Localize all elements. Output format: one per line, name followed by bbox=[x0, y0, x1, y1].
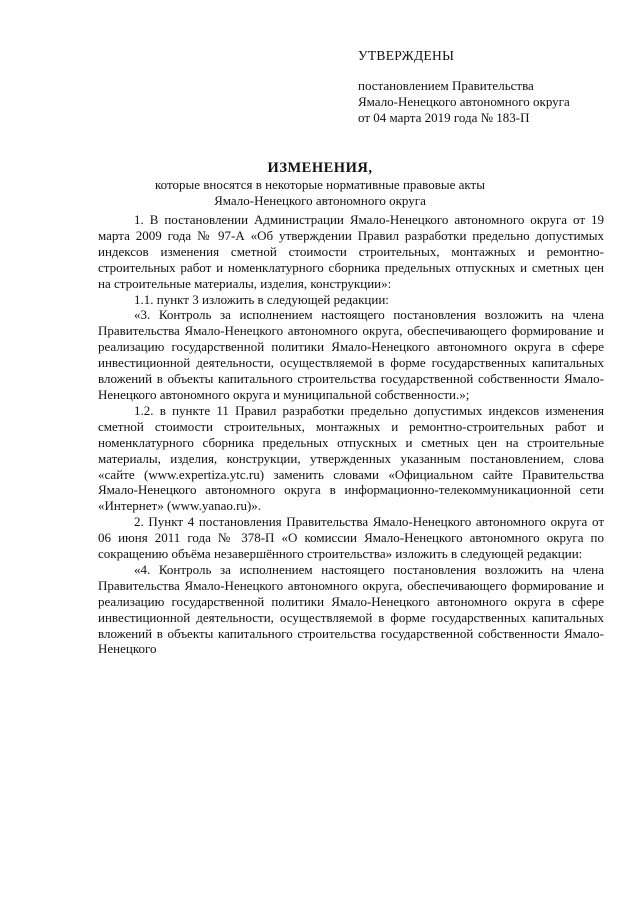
document-body bbox=[98, 212, 604, 657]
paragraph: 1.2. в пункте 11 Правил разработки предельно допустимых индексов изменения сметной стоимости строительных, монтажных и ремонтно-строительных работ и номенклатурного сборника предельных отпускных и сметных цен на строительные материалы, изделия, конструкции, утвержденных указанным постановлением, слова «сайте (www.expertiza.ytc.ru) заменить словами «Официальном сайте Правительства Ямало-Ненецкого автономного округа в информационно-телекоммуникационной сети «Интернет» (www.yanao.ru)». bbox=[98, 402, 604, 514]
document-subtitle: которые вносятся в некоторые нормативные правовые акты bbox=[155, 177, 485, 192]
approval-line: от 04 марта 2019 года № 183-П bbox=[358, 110, 530, 125]
document-header bbox=[100, 160, 540, 208]
paragraph: 1. В постановлении Администрации Ямало-Ненецкого автономного округа от 19 марта 2009 года № 97-А «Об утверждении Правил разработки предельно допустимых индексов изменения сметной стоимости строительных, монтажных и ремонтно-строительных работ и номенклатурного сборника предельных отпускных и сметных цен на строительные материалы, изделия, конструкции»: bbox=[98, 212, 604, 291]
paragraph: «4. Контроль за исполнением настоящего постановления возложить на члена Правительства Ямало-Ненецкого автономного округа, обеспечивающего формирование и реализацию государственной политики Ямало-Ненецкого автономного округа в сфере инвестиционной деятельности, осуществляемой в форме государственных капитальных вложений в объекты капитального строительства государственной собственности Ямало-Ненецкого bbox=[98, 561, 604, 657]
approval-line: Ямало-Ненецкого автономного округа bbox=[358, 94, 570, 109]
approval-stamp bbox=[358, 48, 618, 126]
document-subtitle: Ямало-Ненецкого автономного округа bbox=[214, 192, 426, 208]
paragraph: 1.1. пункт 3 изложить в следующей редакции: bbox=[134, 291, 389, 307]
paragraph: «3. Контроль за исполнением настоящего постановления возложить на члена Правительства Ямало-Ненецкого автономного округа, обеспечивающего формирование и реализацию государственной политики Ямало-Ненецкого автономного округа в сфере инвестиционной деятельности, осуществляемой в форме государственных капитальных вложений в объекты капитального строительства государственной собственности Ямало-Ненецкого автономного округа и муниципальной собственности.»; bbox=[98, 307, 604, 402]
paragraph: 2. Пункт 4 постановления Правительства Ямало-Ненецкого автономного округа от 06 июня 2011 года № 378-П «О комиссии Ямало-Ненецкого автономного округа по сокращению объёма незавершённого строительства» изложить в следующей редакции: bbox=[98, 514, 604, 562]
document-title: ИЗМЕНЕНИЯ, bbox=[267, 160, 373, 176]
approval-heading: УТВЕРЖДЕНЫ bbox=[358, 48, 455, 63]
approval-line: постановлением Правительства bbox=[358, 78, 534, 93]
